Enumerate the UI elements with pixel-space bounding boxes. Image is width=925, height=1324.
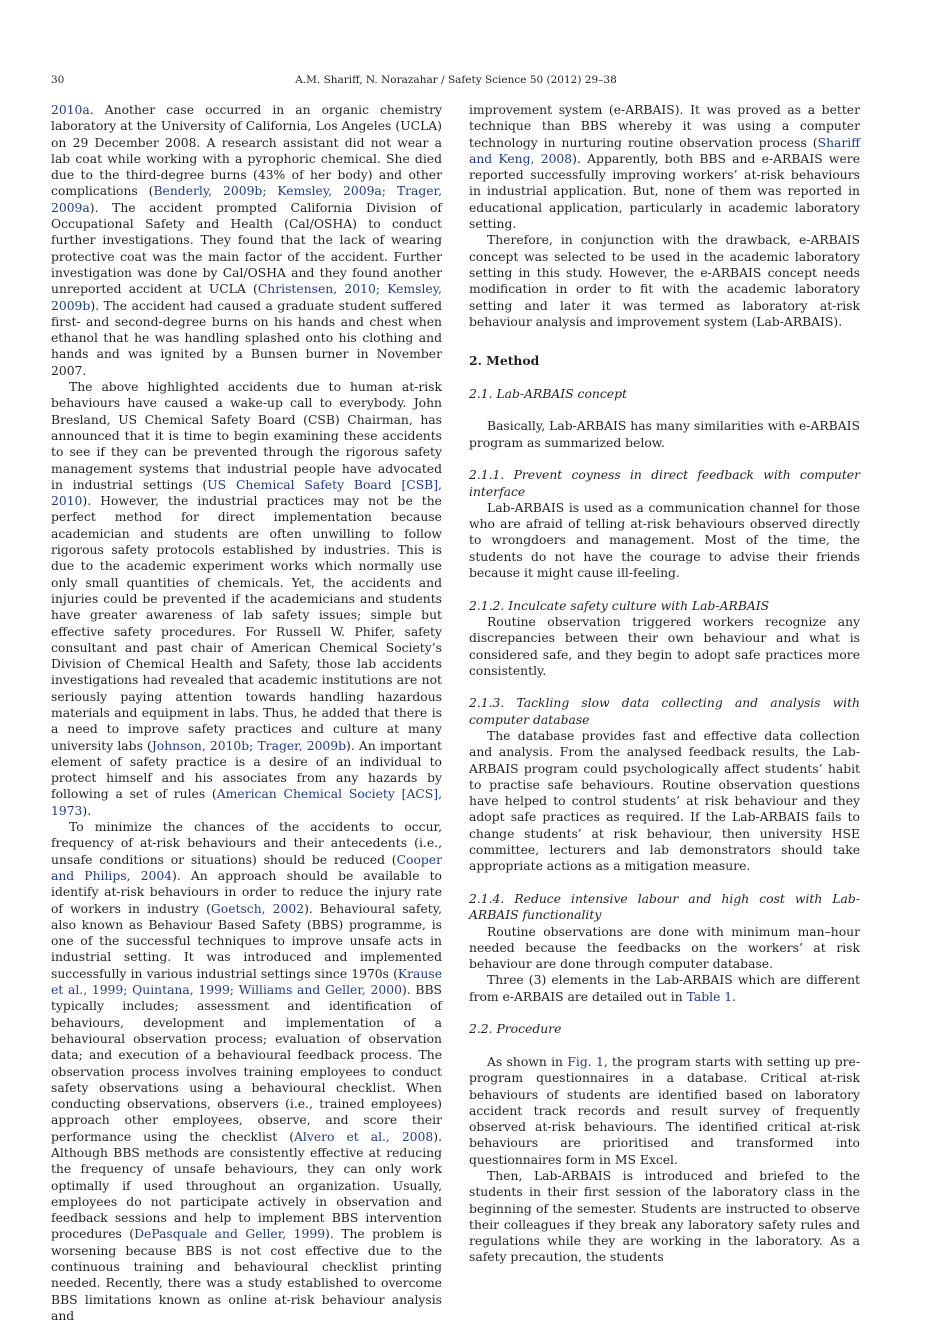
paragraph-concept: Basically, Lab-ARBAIS has many similarities with e-ARBAIS program as summarized below. bbox=[469, 419, 860, 450]
paragraph-text: ). Apparently, both BBS and e-ARBAIS were reported successfully improving workers’ at-risk behaviours in industrial application. But, none of them was reported in educational application, particularly in academic laboratory setting. bbox=[469, 151, 861, 232]
subsubsection-heading-2-1-4: 2.1.4. Reduce intensive labour and high cost with Lab-ARBAIS functionality bbox=[469, 891, 860, 923]
paragraph-text: . Another case occurred in an organic chemistry laboratory at the University of California, Los Angeles (UCLA) on 29 December 2008. A research assistant did not wear a lab coat while working with a pyrophoric chemical. She died due to the third-degree burns (43% of her body) and other complications ( bbox=[51, 103, 442, 199]
paragraph-text: The above highlighted accidents due to human at-risk behaviours have caused a wake-up call to everybody. John Bresland, US Chemical Safety Board (CSB) Chairman, has announced that it is time to begin examining these accidents to see if they can be prevented through the rigorous safety management systems that industrial people have advocated in industrial settings ( bbox=[51, 380, 442, 492]
paragraph-intro-cont bbox=[51, 102, 442, 379]
paragraph-text: ). Behavioural safety, also known as Behaviour Based Safety (BBS) programme, is one of the successful techniques to improve unsafe acts in industrial setting. It was introduced and implemented successfully in various industrial settings since 1970s ( bbox=[51, 901, 442, 981]
paragraph-text: ). However, the industrial practices may not be the perfect method for direct implementation because academician and students are often unwilling to follow rigorous safety protocols established by industries. This is due to the academic experiment works which normally use only small quantities of chemicals. Yet, the accidents and injuries could be prevented if the academicians and students have greater awareness of lab safety issues; simple but effective safety procedures. For Russell W. Phifer, safety consultant and past chair of American Chemical Society’s Division of Chemical Health and Safety, those lab accidents investigations had revealed that academic institutions are not seriously paying attention towards handling hazardous materials and equipment in labs. Thus, he added that there is a need to improve safety practices and culture at many university labs ( bbox=[51, 494, 442, 753]
paragraph-2-1-2: Routine observation triggered workers recognize any discrepancies between their own behaviour and what is considered safe, and they begin to adopt safe practices more consistently. bbox=[469, 614, 860, 678]
paragraph-procedure-2: Then, Lab-ARBAIS is introduced and briefed to the students in their first session of the laboratory class in the beginning of the semester. Students are instructed to observe their colleagues if they break any laboratory safety rules and regulations while they are working in the laboratory. As a safety precaution, the students bbox=[469, 1169, 860, 1265]
citation-link[interactable]: Shariff and Keng, 2008 bbox=[469, 135, 860, 166]
paragraph-text: ). Although BBS methods are consistently effective at reducing the frequency of unsafe behaviours, they can only work optimally if used throughout an organization. Usually, employees do not participate actively in observation and feedback sessions and help to implement BBS intervention procedures ( bbox=[51, 1129, 442, 1242]
paragraph-text: ). The problem is worsening because BBS is not cost effective due to the continuous training and behavioural checklist printing needed. Recently, there was a study established to overcome BBS limitations known as online at-risk behaviour analysis and bbox=[51, 1227, 443, 1323]
citation-link[interactable]: Cooper and Philips, 2004 bbox=[51, 852, 442, 883]
citation-link[interactable]: Benderly, 2009b; Kemsley, 2009a; Trager, 2009a bbox=[51, 184, 443, 215]
left-column bbox=[51, 102, 442, 1324]
spacer bbox=[469, 451, 860, 467]
spacer bbox=[469, 581, 860, 597]
paragraph-text: ). An important element of safety practice is a desire of an individual to protect himself and his associates from any hazards by following a set of rules ( bbox=[51, 738, 442, 802]
citation-link[interactable]: Krause et al., 1999; Quintana, 1999; Williams and Geller, 2000 bbox=[51, 966, 442, 998]
spacer bbox=[469, 1005, 860, 1021]
running-title: A.M. Shariff, N. Norazahar / Safety Science 50 (2012) 29–38 bbox=[295, 74, 617, 86]
paragraph-text: ). The accident had caused a graduate student suffered first- and second-degree burns on his hands and chest when ethanol that he was handling splashed onto his clothing and hands and was ignited by a Bunsen burner in November 2007. bbox=[51, 298, 442, 378]
paragraph-text: . bbox=[732, 989, 737, 1004]
citation-link[interactable]: US Chemical Safety Board [CSB], 2010 bbox=[51, 477, 442, 509]
paragraph-wake-up-call bbox=[51, 379, 442, 819]
citation-link[interactable]: Johnson, 2010b; Trager, 2009b bbox=[151, 738, 347, 753]
paragraph-2-1-3: The database provides fast and effective data collection and analysis. From the analysed feedback results, the Lab-ARBAIS program could psychologically affect students’ habit to practise safe behaviours. Routine observation questions have helped to control students’ at risk behaviour and they adopt safe practices as required. If the Lab-ARBAIS fails to change students’ at risk behaviour, then university HSE committee, lecturers and lab demonstrators should take appropriate actions as a mitigation measure. bbox=[469, 728, 860, 874]
paragraph-e-arbais bbox=[469, 102, 860, 232]
paragraph-2-1-4-table-ref bbox=[469, 972, 860, 1005]
paragraph-text: ). An approach should be available to identify at-risk behaviours in order to reduce the injury rate of workers in industry ( bbox=[51, 868, 442, 916]
citation-link[interactable]: Christensen, 2010; Kemsley, 2009b bbox=[51, 282, 442, 313]
spacer bbox=[469, 369, 860, 385]
figure-link[interactable]: Fig. 1 bbox=[567, 1054, 604, 1069]
paragraph-lab-arbais-intro: Therefore, in conjunction with the drawback, e-ARBAIS concept was selected to be used in the academic laboratory setting in this study. However, the e-ARBAIS concept needs modification in order to fit with the academic laboratory setting and later it was termed as laboratory at-risk behaviour analysis and improvement system (Lab-ARBAIS). bbox=[469, 233, 860, 329]
paragraph-text: To minimize the chances of the accidents to occur, frequency of at-risk behaviours and their antecedents (i.e., unsafe conditions or situations) should be reduced ( bbox=[51, 820, 442, 867]
paragraph-text: ). BBS typically includes; assessment and identification of behaviours, development and implementation of a behavioural observation process; evaluation of observation data; and execution of a behavioural feedback process. The observation process involves training employees to conduct safety observations using a behavioural checklist. When conducting observations, observers (i.e., trained employees) approach other employees, observe, and score their performance using the checklist ( bbox=[51, 983, 443, 1144]
section-heading-method: 2. Method bbox=[469, 353, 540, 369]
citation-link[interactable]: DePasquale and Geller, 1999 bbox=[134, 1227, 326, 1242]
paragraph-text: Three (3) elements in the Lab-ARBAIS which are different from e-ARBAIS are detailed out in bbox=[469, 973, 860, 1004]
spacer bbox=[469, 402, 860, 418]
spacer bbox=[469, 875, 860, 891]
table-link[interactable]: Table 1 bbox=[686, 989, 733, 1004]
subsubsection-heading-2-1-2: 2.1.2. Inculcate safety culture with Lab-ARBAIS bbox=[469, 598, 770, 613]
citation-link[interactable]: Alvero et al., 2008 bbox=[294, 1129, 434, 1144]
paragraph-text: As shown in bbox=[487, 1054, 568, 1069]
page-header bbox=[51, 72, 861, 88]
subsubsection-heading-2-1-3: 2.1.3. Tackling slow data collecting and analysis with computer database bbox=[469, 696, 860, 727]
paragraph-text: ). The accident prompted California Division of Occupational Safety and Health (Cal/OSHA) to conduct further investigations. They found that the lack of wearing protective coat was the main factor of the accident. Further investigation was done by Cal/OSHA and they found another unreported accident at UCLA ( bbox=[51, 200, 442, 297]
right-column bbox=[469, 102, 860, 1266]
paragraph-text: improvement system (e-ARBAIS). It was proved as a better technique than BBS whereby it was using a computer technology in nurturing routine observation process ( bbox=[469, 103, 860, 150]
subsection-heading-procedure: 2.2. Procedure bbox=[469, 1022, 562, 1037]
paragraph-text: , the program starts with setting up pre-program questionnaires in a database. Critical at-risk behaviours of students are identified based on laboratory accident track records and result survey of frequently observed at-risk behaviours. The identified critical at-risk behaviours are prioritised and transformed into questionnaires form in MS Excel. bbox=[469, 1054, 860, 1167]
spacer bbox=[469, 1038, 860, 1054]
spacer bbox=[469, 330, 860, 353]
paragraph-2-1-1: Lab-ARBAIS is used as a communication channel for those who are afraid of telling at-risk behaviours observed directly to wrongdoers and management. Most of the time, the students do not have the courage to advise their friends because it might cause ill-feeling. bbox=[469, 500, 860, 581]
page-number: 30 bbox=[51, 74, 65, 86]
citation-link[interactable]: American Chemical Society [ACS], 1973 bbox=[51, 787, 442, 818]
paragraph-2-1-4: Routine observations are done with minimum man–hour needed because the feedbacks on the workers’ at risk behaviour are done through computer database. bbox=[469, 924, 860, 972]
spacer bbox=[469, 679, 860, 695]
citation-link[interactable]: Goetsch, 2002 bbox=[210, 901, 305, 916]
paragraph-bbs bbox=[51, 819, 442, 1324]
paragraph-procedure-1 bbox=[469, 1054, 860, 1168]
subsection-heading-concept: 2.1. Lab-ARBAIS concept bbox=[469, 386, 627, 401]
subsubsection-heading-2-1-1: 2.1.1. Prevent coyness in direct feedback with computer interface bbox=[469, 468, 860, 499]
paragraph-text: ). bbox=[82, 803, 92, 818]
citation-link[interactable]: 2010a bbox=[51, 103, 90, 117]
